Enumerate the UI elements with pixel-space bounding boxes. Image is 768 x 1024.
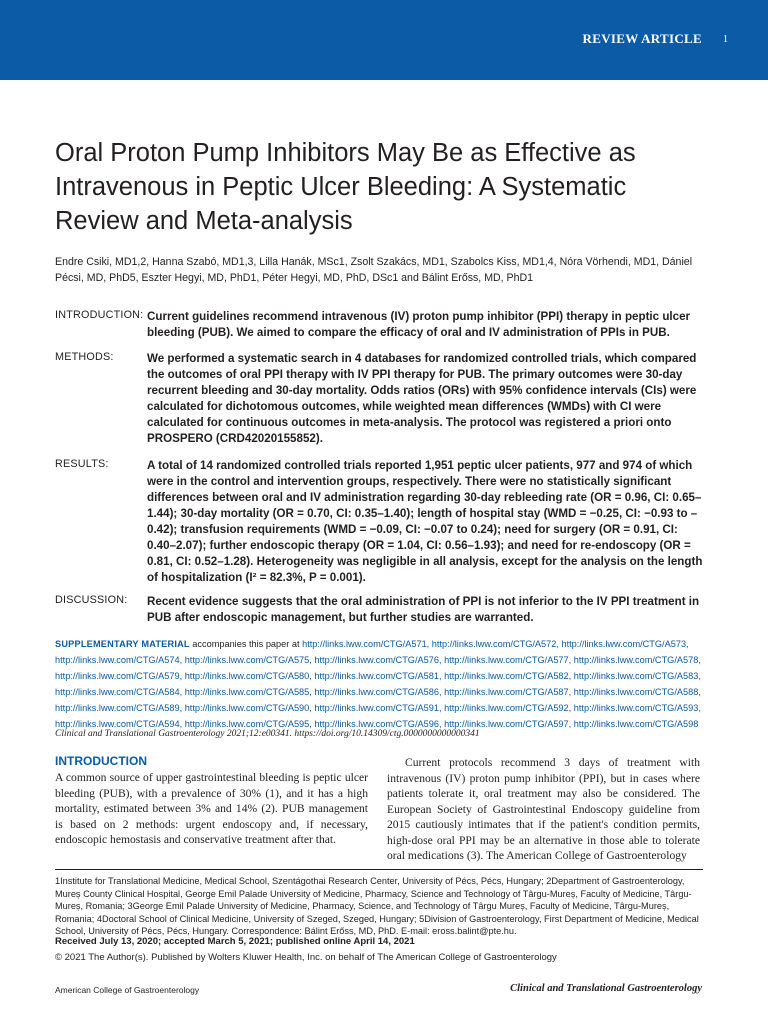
abstract-discussion-label: DISCUSSION:: [55, 594, 128, 606]
affiliations: 1Institute for Translational Medicine, Medical School, Szentágothai Research Center, University of Pécs, Pécs, Hungary; 2Department of Gastroenterology, Mureș County Clinical Hospital, George Emil Palade University of Medicine, Pharmacy, Science and Technology of Târgu-Mureș, Faculty of Medicine, Târgu-Mureș, Romania; 3George Emil Palade University of Medicine, Pharmacy, Science, and Technology of Târgu Mureș, Faculty of Medicine, Târgu-Mureș, Romania; 4Doctoral School of Clinical Medicine, University of Szeged, Szeged, Hungary; 5Division of Gastroenterology, First Department of Medicine, Medical School, University of Pécs, Pécs, Hungary. Correspondence: Bálint Erőss, MD, PhD. E-mail: eross.balint@pte.hu.: [55, 876, 699, 936]
article-title: Oral Proton Pump Inhibitors May Be as Effective as Intravenous in Peptic Ulcer Bleeding: A Systematic Review and Meta-analysis: [55, 139, 636, 235]
body-right-column: Current protocols recommend 3 days of treatment with intravenous (IV) proton pump inhibitor (PPI), but in cases where patients tolerate it, oral treatment may also be considered. The European Society of Gastrointestinal Endoscopy guideline from 2015 cautiously intimates that if the patient's condition permits, high-dose oral PPI may be an alternative in those able to tolerate oral medications (3). The American College of Gastroenterology: [387, 756, 700, 862]
supplementary-intro: accompanies this paper at: [189, 639, 303, 649]
supplementary-links[interactable]: http://links.lww.com/CTG/A571, http://links.lww.com/CTG/A572, http://links.lww.com/CTG/A573, http://links.lww.com/CTG/A574, http://links.lww.com/CTG/A575, http://links.lww.com/CTG/A576, http://links.lww.com/CTG/A577, http://links.lww.com/CTG/A578, http://links.lww.com/CTG/A579, http://links.lww.com/CTG/A580, http://links.lww.com/CTG/A581, http://links.lww.com/CTG/A582, http://links.lww.com/CTG/A583, http://links.lww.com/CTG/A584, http://links.lww.com/CTG/A585, http://links.lww.com/CTG/A586, http://links.lww.com/CTG/A587, http://links.lww.com/CTG/A588, http://links.lww.com/CTG/A589, http://links.lww.com/CTG/A590, http://links.lww.com/CTG/A591, http://links.lww.com/CTG/A592, http://links.lww.com/CTG/A593, http://links.lww.com/CTG/A594, http://links.lww.com/CTG/A595, http://links.lww.com/CTG/A596, http://links.lww.com/CTG/A597, http://links.lww.com/CTG/A598: [55, 639, 701, 729]
author-list: Endre Csiki, MD1,2, Hanna Szabó, MD1,3, Lilla Hanák, MSc1, Zsolt Szakács, MD1, Szabolcs Kiss, MD1,4, Nóra Vörhendi, MD1, Dániel Pécsi, MD, PhD5, Eszter Hegyi, MD, PhD1, Péter Hegyi, MD, PhD, DSc1 and Bálint Erőss, MD, PhD1: [55, 256, 693, 284]
abstract-introduction-label: INTRODUCTION:: [55, 309, 144, 321]
abstract-introduction-text: Current guidelines recommend intravenous (IV) proton pump inhibitor (PPI) therapy in peptic ulcer bleeding (PUB). We aimed to compare the efficacy of oral and IV administration of PPIs in PUB.: [147, 310, 691, 339]
supplementary-material: [55, 636, 705, 732]
supplementary-label: SUPPLEMENTARY MATERIAL: [55, 639, 190, 649]
section-heading-introduction: INTRODUCTION: [55, 754, 147, 768]
footer-publisher: American College of Gastroenterology: [55, 985, 200, 995]
abstract-methods-label: METHODS:: [55, 351, 114, 363]
page-number: 1: [723, 34, 728, 45]
abstract-methods-text: We performed a systematic search in 4 databases for randomized controlled trials, which compared the outcomes of oral PPI therapy with IV PPI therapy for PUB. The primary outcomes were 30-day recurrent bleeding and 30-day mortality. Odds ratios (ORs) with 95% confidence intervals (CIs) were calculated for dichotomous outcomes, while weighted mean differences (WMDs) with CI were calculated for continuous outcomes in meta-analysis. The protocol was registered a priori onto PROSPERO (CRD42020155852).: [147, 352, 697, 445]
abstract-discussion-text: Recent evidence suggests that the oral administration of PPI is not inferior to the IV PPI treatment in PUB after endoscopic management, but further studies are warranted.: [147, 595, 700, 624]
footer-journal: Clinical and Translational Gastroenterology: [510, 983, 702, 994]
abstract-results-text: A total of 14 randomized controlled trials reported 1,951 peptic ulcer patients, 977 and 974 of which were in the control and intervention groups, respectively. There were no statistically significant differences between oral and IV administration regarding 30-day rebleeding rate (OR = 0.96, CI: 0.65–1.44); 30-day mortality (OR = 0.70, CI: 0.35–1.40); length of hospital stay (WMD = −0.25, CI: −0.93 to –0.42); transfusion requirements (WMD = −0.09, CI: −0.07 to 0.24); need for surgery (OR = 0.91, CI: 0.40–2.07); further endoscopic therapy (OR = 1.04, CI: 0.56–1.93); and need for re-endoscopy (OR = 0.81, CI: 0.52–1.28). Heterogeneity was negligible in all analysis, except for the analysis on the length of hospitalization (I² = 82.3%, P = 0.001).: [147, 459, 703, 584]
received-dates: Received July 13, 2020; accepted March 5, 2021; published online April 14, 2021: [55, 936, 415, 947]
abstract-results-label: RESULTS:: [55, 458, 109, 470]
body-left-column: A common source of upper gastrointestinal bleeding is peptic ulcer bleeding (PUB), with a prevalence of 30% (1), and it has a high mortality, estimated between 3% and 14% (2). PUB management is based on 2 methods: urgent endoscopy and, if necessary, endoscopic hemostasis and conservative treatment after that.: [55, 771, 368, 846]
journal-header-bar: [0, 0, 768, 80]
article-type-label: REVIEW ARTICLE: [582, 31, 702, 46]
copyright-notice: © 2021 The Author(s). Published by Wolters Kluwer Health, Inc. on behalf of The American College of Gastroenterology: [55, 952, 557, 963]
article-citation: Clinical and Translational Gastroenterology 2021;12:e00341. https://doi.org/10.14309/ctg.0000000000000341: [55, 729, 480, 739]
footnote-divider: [55, 869, 703, 870]
